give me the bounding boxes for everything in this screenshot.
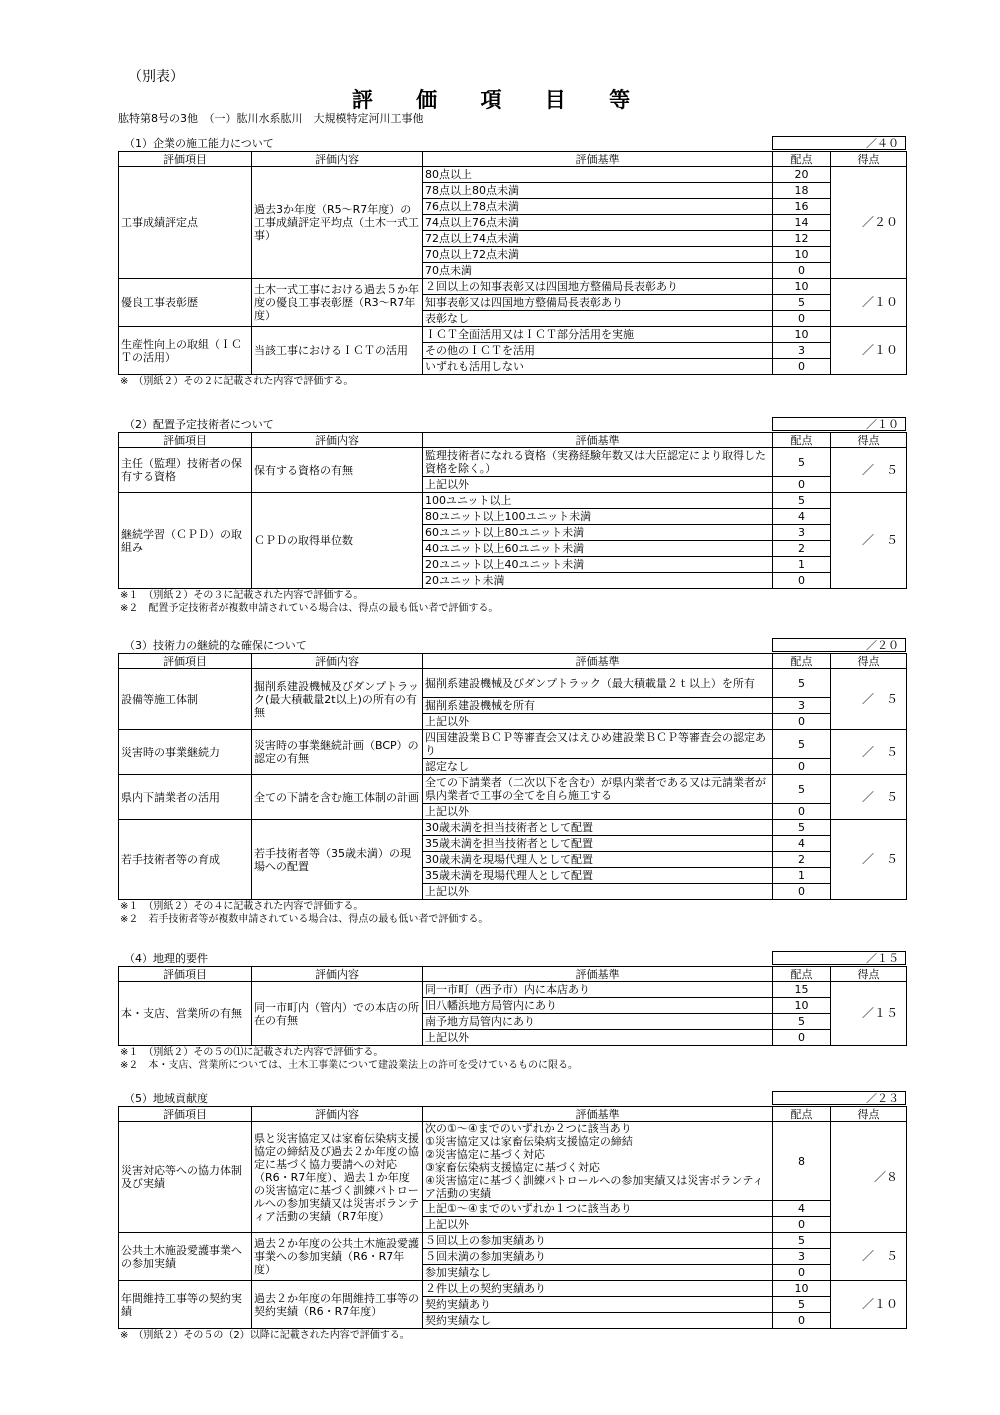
criteria-cell: ＩＣＴ全面活用又はＩＣＴ部分活用を実施 [423, 327, 773, 343]
table-row [119, 820, 907, 836]
column-header: 評価内容 [252, 1107, 423, 1122]
criteria-cell: 全ての下請業者（二次以下を含む）が県内業者である又は元請業者が県内業者で工事の全てを自ら施工する [423, 775, 773, 804]
criteria-cell: 80ユニット以上100ユニット未満 [423, 509, 773, 525]
criteria-cell: 80点以上 [423, 167, 773, 183]
section [118, 638, 906, 926]
points-cell: 10 [773, 998, 831, 1014]
criteria-cell: 上記①～④までのいずれか１つに該当あり [423, 1201, 773, 1217]
points-cell: 1 [773, 557, 831, 573]
section-total: ／１０ [772, 417, 906, 431]
points-cell: 0 [773, 1217, 831, 1233]
points-cell: 14 [773, 215, 831, 231]
column-header: 配点 [773, 967, 831, 982]
points-cell: 5 [773, 730, 831, 759]
item-content: 災害時の事業継続計画（BCP）の認定の有無 [252, 730, 423, 775]
evaluation-table [118, 151, 907, 375]
column-header: 得点 [831, 152, 907, 167]
points-cell: 10 [773, 247, 831, 263]
column-header: 配点 [773, 1107, 831, 1122]
score-cell: ／１０ [831, 279, 907, 327]
criteria-cell: 78点以上80点未満 [423, 183, 773, 199]
criteria-cell: 旧八幡浜地方局管内にあり [423, 998, 773, 1014]
column-header: 評価項目 [119, 967, 252, 982]
section-title: （2）配置予定技術者について [124, 418, 274, 431]
table-header-row [119, 654, 907, 669]
criteria-cell: 上記以外 [423, 884, 773, 900]
item-content: 過去２か年度の年間維持工事等の契約実績（R6・R7年度） [252, 1281, 423, 1329]
item-name: 継続学習（ＣＰＤ）の取組み [119, 493, 252, 589]
table-header-row [119, 152, 907, 167]
table-header-row [119, 1107, 907, 1122]
section-title: （5）地域貢献度 [124, 1092, 208, 1105]
section-title: （4）地理的要件 [124, 952, 208, 965]
points-cell: 3 [773, 343, 831, 359]
points-cell: 15 [773, 982, 831, 998]
criteria-cell: 76点以上78点未満 [423, 199, 773, 215]
item-content: 当該工事におけるＩＣＴの活用 [252, 327, 423, 375]
column-header: 評価内容 [252, 152, 423, 167]
points-cell: 4 [773, 836, 831, 852]
criteria-cell: 認定なし [423, 759, 773, 775]
item-name: 年間維持工事等の契約実績 [119, 1281, 252, 1329]
criteria-cell: 四国建設業ＢＣＰ等審査会又はえひめ建設業ＢＣＰ等審査会の認定あり [423, 730, 773, 759]
section-note: ※２ 配置予定技術者が複数申請されている場合は、得点の最も低い者で評価する。 [120, 603, 499, 614]
column-header: 評価内容 [252, 433, 423, 448]
item-name: 若手技術者等の育成 [119, 820, 252, 900]
column-header: 評価基準 [423, 654, 773, 669]
points-cell: 0 [773, 1265, 831, 1281]
section-total: ／１５ [772, 951, 906, 965]
criteria-cell: 掘削系建設機械及びダンプトラック（最大積載量２ｔ以上）を所有 [423, 669, 773, 698]
item-name: 本・支店、営業所の有無 [119, 982, 252, 1046]
table-row [119, 167, 907, 183]
criteria-cell: 上記以外 [423, 714, 773, 730]
points-cell: 3 [773, 1249, 831, 1265]
points-cell: 5 [773, 493, 831, 509]
points-cell: 10 [773, 279, 831, 295]
section-note: ※２ 若手技術者等が複数申請されている場合は、得点の最も低い者で評価する。 [120, 914, 489, 925]
section-header [118, 1091, 906, 1106]
score-cell: ／１０ [831, 327, 907, 375]
section [118, 1091, 906, 1342]
section-note: ※１ （別紙２）その５の⑴に記載された内容で評価する。 [120, 1047, 384, 1058]
page-title: 評 価 項 目 等 [351, 88, 649, 112]
points-cell: 5 [773, 820, 831, 836]
score-cell: ／ ５ [831, 448, 907, 493]
criteria-cell: 上記以外 [423, 477, 773, 493]
points-cell: 18 [773, 183, 831, 199]
points-cell: 0 [773, 759, 831, 775]
item-name: 公共土木施設愛護事業への参加実績 [119, 1233, 252, 1281]
score-cell: ／ ５ [831, 730, 907, 775]
section-header [118, 951, 906, 966]
item-content: 過去3か年度（R5～R7年度）の工事成績評定平均点（土木一式工事） [252, 167, 423, 279]
column-header: 評価内容 [252, 967, 423, 982]
score-cell: ／ ５ [831, 493, 907, 589]
points-cell: 10 [773, 1281, 831, 1297]
column-header: 評価内容 [252, 654, 423, 669]
score-cell: ／ ５ [831, 775, 907, 820]
criteria-cell: 20ユニット未満 [423, 573, 773, 589]
section-note: ※ （別紙２）その２に記載された内容で評価する。 [120, 376, 354, 387]
score-cell: ／１５ [831, 982, 907, 1046]
criteria-cell: 知事表彰又は四国地方整備局長表彰あり [423, 295, 773, 311]
criteria-cell: いずれも活用しない [423, 359, 773, 375]
points-cell: 0 [773, 884, 831, 900]
criteria-cell: 契約実績あり [423, 1297, 773, 1313]
points-cell: 8 [773, 1122, 831, 1201]
column-header: 評価基準 [423, 433, 773, 448]
score-cell: ／ ５ [831, 669, 907, 730]
section [118, 136, 906, 388]
points-cell: 0 [773, 477, 831, 493]
table-header-row [119, 967, 907, 982]
points-cell: 4 [773, 509, 831, 525]
score-cell: ／ ５ [831, 820, 907, 900]
column-header: 評価項目 [119, 654, 252, 669]
table-row [119, 1281, 907, 1297]
criteria-cell: 100ユニット以上 [423, 493, 773, 509]
points-cell: 5 [773, 775, 831, 804]
table-row [119, 493, 907, 509]
points-cell: 5 [773, 1233, 831, 1249]
section-header [118, 417, 906, 432]
criteria-cell: ５回以上の参加実績あり [423, 1233, 773, 1249]
column-header: 配点 [773, 654, 831, 669]
column-header: 配点 [773, 433, 831, 448]
points-cell: 1 [773, 868, 831, 884]
section-title: （1）企業の施工能力について [124, 137, 274, 150]
criteria-cell: 契約実績なし [423, 1313, 773, 1329]
score-cell: ／２０ [831, 167, 907, 279]
criteria-cell: 30歳未満を現場代理人として配置 [423, 852, 773, 868]
criteria-cell: 35歳未満を現場代理人として配置 [423, 868, 773, 884]
item-content: 掘削系建設機械及びダンプトラック(最大積載量2t以上)の所有の有無 [252, 669, 423, 730]
item-name: 災害時の事業継続力 [119, 730, 252, 775]
points-cell: 2 [773, 852, 831, 868]
table-row [119, 327, 907, 343]
item-name: 主任（監理）技術者の保有する資格 [119, 448, 252, 493]
table-row [119, 730, 907, 759]
points-cell: 20 [773, 167, 831, 183]
score-cell: ／８ [831, 1122, 907, 1233]
evaluation-table [118, 966, 907, 1046]
criteria-cell: 上記以外 [423, 1217, 773, 1233]
criteria-cell: 72点以上74点未満 [423, 231, 773, 247]
column-header: 評価項目 [119, 1107, 252, 1122]
item-content: 若手技術者等（35歳未満）の現場への配置 [252, 820, 423, 900]
criteria-cell: ２件以上の契約実績あり [423, 1281, 773, 1297]
criteria-cell: 74点以上76点未満 [423, 215, 773, 231]
column-header: 評価基準 [423, 1107, 773, 1122]
criteria-cell: ２回以上の知事表彰又は四国地方整備局長表彰あり [423, 279, 773, 295]
table-row [119, 448, 907, 477]
item-name: 優良工事表彰歴 [119, 279, 252, 327]
criteria-cell: 70点未満 [423, 263, 773, 279]
criteria-cell: 上記以外 [423, 1030, 773, 1046]
item-content: 土木一式工事における過去５か年度の優良工事表彰歴（R3～R7年度） [252, 279, 423, 327]
points-cell: 3 [773, 525, 831, 541]
column-header: 配点 [773, 152, 831, 167]
section-note: ※１ （別紙２）その４に記載された内容で評価する。 [120, 901, 364, 912]
item-name: 生産性向上の取組（ＩＣＴの活用） [119, 327, 252, 375]
column-header: 評価項目 [119, 152, 252, 167]
section-total: ／２３ [772, 1091, 906, 1105]
item-name: 災害対応等への協力体制及び実績 [119, 1122, 252, 1233]
item-content: ＣＰＤの取得単位数 [252, 493, 423, 589]
criteria-cell: 掘削系建設機械を所有 [423, 698, 773, 714]
table-row [119, 982, 907, 998]
criteria-cell: 20ユニット以上40ユニット未満 [423, 557, 773, 573]
points-cell: 0 [773, 573, 831, 589]
evaluation-table [118, 653, 907, 900]
points-cell: 0 [773, 804, 831, 820]
criteria-cell: 同一市町（西予市）内に本店あり [423, 982, 773, 998]
points-cell: 12 [773, 231, 831, 247]
section-note: ※ （別紙２）その５の（2）以降に記載された内容で評価する。 [120, 1330, 410, 1341]
points-cell: 5 [773, 295, 831, 311]
section-total: ／２０ [772, 638, 906, 652]
table-header-row [119, 433, 907, 448]
points-cell: 5 [773, 669, 831, 698]
criteria-cell: 40ユニット以上60ユニット未満 [423, 541, 773, 557]
table-row [119, 775, 907, 804]
criteria-cell: 35歳未満を担当技術者として配置 [423, 836, 773, 852]
points-cell: 5 [773, 1014, 831, 1030]
score-cell: ／ ５ [831, 1233, 907, 1281]
table-row [119, 279, 907, 295]
criteria-cell: 70点以上72点未満 [423, 247, 773, 263]
table-row [119, 669, 907, 698]
points-cell: 0 [773, 1030, 831, 1046]
column-header: 得点 [831, 654, 907, 669]
column-header: 得点 [831, 1107, 907, 1122]
criteria-cell: 上記以外 [423, 804, 773, 820]
table-row [119, 1233, 907, 1249]
evaluation-table [118, 1106, 907, 1329]
criteria-cell: 30歳未満を担当技術者として配置 [423, 820, 773, 836]
score-cell: ／１０ [831, 1281, 907, 1329]
evaluation-table [118, 432, 907, 589]
points-cell: 0 [773, 311, 831, 327]
points-cell: 3 [773, 698, 831, 714]
section [118, 417, 906, 615]
section-note: ※２ 本・支店、営業所については、土木工事業について建設業法上の許可を受けているものに限る。 [120, 1060, 578, 1071]
column-header: 評価項目 [119, 433, 252, 448]
points-cell: 16 [773, 199, 831, 215]
item-content: 県と災害協定又は家畜伝染病支援協定の締結及び過去２か年度の協定に基づく協力要請への対応（R6・R7年度）、過去１か年度の災害協定に基づく訓練パトロールへの参加実績又は災害ボランティア活動の実績（R7年度） [252, 1122, 423, 1233]
item-content: 過去２か年度の公共土木施設愛護事業への参加実績（R6・R7年度） [252, 1233, 423, 1281]
criteria-cell: 南予地方局管内にあり [423, 1014, 773, 1030]
criteria-cell: 60ユニット以上80ユニット未満 [423, 525, 773, 541]
section-header [118, 638, 906, 653]
section-title: （3）技術力の継続的な確保について [124, 639, 307, 652]
criteria-cell: 表彰なし [423, 311, 773, 327]
item-content: 全ての下請を含む施工体制の計画 [252, 775, 423, 820]
criteria-cell: 監理技術者になれる資格（実務経験年数又は大臣認定により取得した資格を除く。） [423, 448, 773, 477]
section-header [118, 136, 906, 151]
points-cell: 10 [773, 327, 831, 343]
section-total: ／４０ [772, 136, 906, 150]
table-row [119, 1122, 907, 1201]
section-note: ※１ （別紙２）その３に記載された内容で評価する。 [120, 590, 364, 601]
item-content: 保有する資格の有無 [252, 448, 423, 493]
points-cell: 4 [773, 1201, 831, 1217]
column-header: 得点 [831, 433, 907, 448]
criteria-cell: ５回未満の参加実績あり [423, 1249, 773, 1265]
points-cell: 0 [773, 359, 831, 375]
column-header: 得点 [831, 967, 907, 982]
points-cell: 0 [773, 263, 831, 279]
points-cell: 2 [773, 541, 831, 557]
item-name: 工事成績評定点 [119, 167, 252, 279]
attachment-label: （別表） [128, 69, 184, 85]
criteria-cell: 参加実績なし [423, 1265, 773, 1281]
criteria-cell: その他のＩＣＴを活用 [423, 343, 773, 359]
item-content: 同一市町内（管内）での本店の所在の有無 [252, 982, 423, 1046]
item-name: 設備等施工体制 [119, 669, 252, 730]
page-subtitle: 肱特第8号の3他 （一）肱川水系肱川 大規模特定河川工事他 [118, 112, 424, 125]
item-name: 県内下請業者の活用 [119, 775, 252, 820]
points-cell: 0 [773, 714, 831, 730]
column-header: 評価基準 [423, 967, 773, 982]
points-cell: 5 [773, 448, 831, 477]
column-header: 評価基準 [423, 152, 773, 167]
section [118, 951, 906, 1072]
points-cell: 5 [773, 1297, 831, 1313]
criteria-cell: 次の①～④までのいずれか２つに該当あり ①災害協定又は家畜伝染病支援協定の締結 ②災害協定に基づく対応 ③家畜伝染病支援協定に基づく対応 ④災害協定に基づく訓練パトロールへの参加実績又は災害ボランティア活動の実績 [423, 1122, 773, 1201]
points-cell: 0 [773, 1313, 831, 1329]
